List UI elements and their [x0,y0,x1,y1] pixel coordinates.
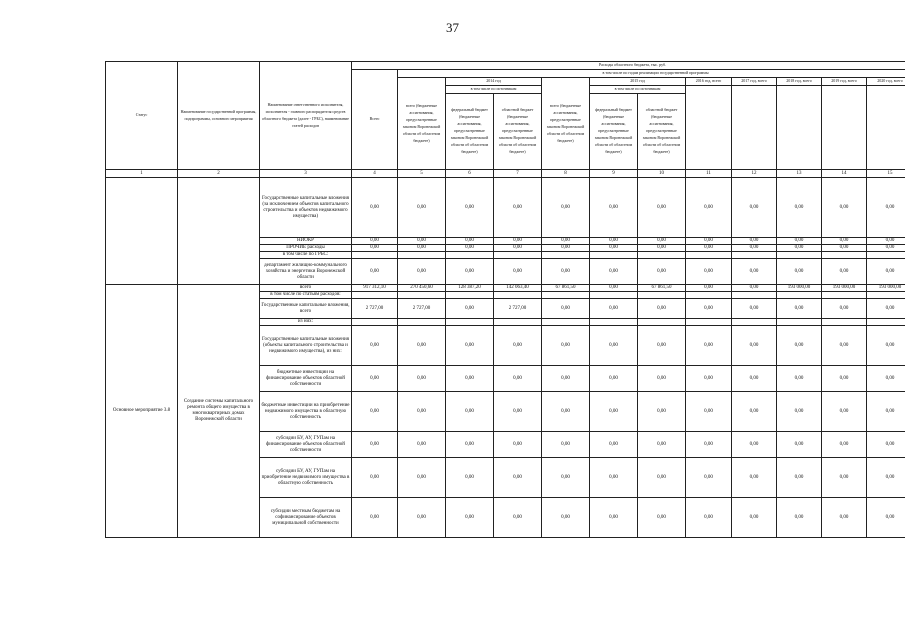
amount-cell: 0,00 [446,326,494,366]
amount-cell: 0,00 [777,245,822,252]
amount-cell: 0,00 [638,392,686,432]
amount-cell: 0,00 [686,366,732,392]
status-cell [106,245,178,252]
amount-cell [446,292,494,299]
amount-cell: 0,00 [686,238,732,245]
amount-cell: 0,00 [638,238,686,245]
amount-cell: 193 000,00 [867,285,905,292]
amount-cell: 0,00 [777,299,822,319]
amount-cell: 0,00 [732,326,777,366]
amount-cell: 0,00 [638,259,686,285]
amount-cell [732,292,777,299]
amount-cell [822,292,867,299]
amount-cell: 0,00 [590,285,638,292]
column-number: 1 [106,170,178,178]
amount-cell: 0,00 [446,259,494,285]
column-number: 8 [542,170,590,178]
expense-label: субсидии местным бюджетам на софинансирование объектов муниципальной собственности [260,498,352,538]
header-executor: Наименование ответственного исполнителя, исполнителя - главного распорядителя средств областного бюджета (далее - ГРБС), наименование статей расходов [260,62,352,170]
amount-cell: 2 727,00 [352,299,398,319]
amount-cell: 0,00 [590,498,638,538]
amount-cell: 0,00 [867,432,905,458]
amount-cell [638,252,686,259]
amount-cell [494,252,542,259]
expense-label: в том числе по ГРБС: [260,252,352,259]
amount-cell: 0,00 [352,392,398,432]
amount-cell [352,319,398,326]
amount-cell: 0,00 [446,458,494,498]
header-regional-2014: областной бюджет (бюджетные ассигнования, предусмотренные законом Воронежской области об областном бюджете) [494,94,542,170]
amount-cell: 0,00 [590,432,638,458]
amount-cell [398,292,446,299]
amount-cell: 0,00 [398,326,446,366]
amount-cell [867,319,905,326]
column-number: 14 [822,170,867,178]
amount-cell [822,252,867,259]
amount-cell: 0,00 [446,299,494,319]
amount-cell: 0,00 [494,178,542,238]
table-row [106,178,905,238]
column-number: 11 [686,170,732,178]
amount-cell: 0,00 [542,366,590,392]
amount-cell [590,319,638,326]
amount-cell: 0,00 [398,366,446,392]
amount-cell [352,252,398,259]
program-name-cell [178,238,260,245]
amount-cell: 67 861,50 [542,285,590,292]
amount-cell: 0,00 [732,432,777,458]
column-number: 5 [398,170,446,178]
amount-cell: 0,00 [542,299,590,319]
amount-cell: 0,00 [542,432,590,458]
amount-cell: 0,00 [494,498,542,538]
amount-cell: 0,00 [398,458,446,498]
amount-cell: 0,00 [494,458,542,498]
amount-cell: 0,00 [542,178,590,238]
program-name-cell [178,252,260,259]
status-cell [106,259,178,285]
amount-cell: 0,00 [867,366,905,392]
amount-cell: 0,00 [732,285,777,292]
amount-cell [777,252,822,259]
header-program-name: Наименование государственной программы, подпрограммы, основного мероприятия [178,62,260,170]
expense-label: Государственные капитальные вложения, всего [260,299,352,319]
amount-cell: 0,00 [352,326,398,366]
column-number: 3 [260,170,352,178]
amount-cell [494,319,542,326]
expense-label: Государственные капитальные вложения (за исключением объектов капитального строительства и объектов недвижимого имущества) [260,178,352,238]
expense-label: бюджетные инвестиции на приобретение недвижимого имущества в областную собственность [260,392,352,432]
amount-cell [542,319,590,326]
amount-cell: 0,00 [590,259,638,285]
amount-cell [590,292,638,299]
amount-cell: 0,00 [398,259,446,285]
amount-cell: 0,00 [542,498,590,538]
budget-table [105,61,905,538]
column-number: 13 [777,170,822,178]
amount-cell: 0,00 [638,432,686,458]
amount-cell: 917 312,10 [352,285,398,292]
amount-cell [777,319,822,326]
amount-cell: 0,00 [867,245,905,252]
amount-cell: 0,00 [590,245,638,252]
amount-cell [867,292,905,299]
expense-label: НИОКР [260,238,352,245]
amount-cell: 0,00 [398,392,446,432]
amount-cell: 0,00 [777,326,822,366]
expense-label: ПРОЧИЕ расходы [260,245,352,252]
amount-cell: 0,00 [822,366,867,392]
expense-label: бюджетные инвестиции на финансирование объектов областной собственности [260,366,352,392]
amount-cell [777,292,822,299]
amount-cell: 0,00 [638,498,686,538]
page-number: 37 [446,20,459,35]
amount-cell: 142 063,40 [494,285,542,292]
amount-cell: 2 727,00 [494,299,542,319]
amount-cell: 2 727,00 [398,299,446,319]
table-row [106,259,905,285]
amount-cell: 0,00 [732,178,777,238]
amount-cell [590,252,638,259]
amount-cell [732,319,777,326]
amount-cell: 0,00 [686,326,732,366]
amount-cell [542,252,590,259]
amount-cell: 0,00 [590,458,638,498]
amount-cell [542,292,590,299]
amount-cell: 0,00 [686,299,732,319]
amount-cell: 0,00 [822,498,867,538]
header-regional-2015: областной бюджет (бюджетные ассигнования, предусмотренные законом Воронежской области об областном бюджете) [638,94,686,170]
amount-cell [352,292,398,299]
amount-cell: 0,00 [686,259,732,285]
amount-cell: 0,00 [777,178,822,238]
amount-cell [732,252,777,259]
amount-cell: 0,00 [732,392,777,432]
expense-label: субсидии БУ, АУ, ГУПам на финансирование объектов областной собственности [260,432,352,458]
header-year-2016: 2016 год, всего [686,78,732,86]
column-number: 9 [590,170,638,178]
header-incl-sources-2014: в том числе по источникам [446,86,542,94]
amount-cell: 0,00 [686,392,732,432]
amount-cell: 0,00 [732,299,777,319]
amount-cell: 67 861,50 [638,285,686,292]
table-row [106,285,905,292]
column-number-row [106,170,905,178]
amount-cell: 0,00 [446,432,494,458]
amount-cell: 0,00 [446,366,494,392]
amount-cell: 0,00 [352,366,398,392]
expense-label: всего [260,285,352,292]
amount-cell: 128 387,20 [446,285,494,292]
amount-cell: 0,00 [590,238,638,245]
amount-cell: 0,00 [867,326,905,366]
header-total-2015: всего (бюджетные ассигнования, предусмотренные законом Воронежской области об областном бюджете) [542,78,590,170]
amount-cell: 0,00 [686,245,732,252]
amount-cell: 0,00 [867,458,905,498]
amount-cell: 0,00 [638,245,686,252]
expense-label: департамент жилищно-коммунального хозяйства и энергетики Воронежской области [260,259,352,285]
amount-cell: 0,00 [542,326,590,366]
amount-cell: 0,00 [732,366,777,392]
amount-cell: 0,00 [446,238,494,245]
amount-cell: 0,00 [494,238,542,245]
amount-cell: 0,00 [822,238,867,245]
amount-cell: 0,00 [822,326,867,366]
amount-cell [638,319,686,326]
column-number: 4 [352,170,398,178]
amount-cell: 0,00 [398,178,446,238]
amount-cell: 193 000,00 [822,285,867,292]
header-federal-2014: федеральный бюджет (бюджетные ассигнования, предусмотренные законом Воронежской области об областном бюджете) [446,94,494,170]
amount-cell: 0,00 [686,458,732,498]
status-cell: Основное мероприятие 3.8 [106,285,178,538]
amount-cell: 0,00 [398,238,446,245]
expense-label: в том числе по статьям расходов: [260,292,352,299]
amount-cell: 0,00 [352,498,398,538]
table-row [106,238,905,245]
column-number: 15 [867,170,905,178]
program-name-cell [178,178,260,238]
amount-cell: 0,00 [686,285,732,292]
amount-cell: 0,00 [732,458,777,498]
amount-cell: 0,00 [732,259,777,285]
amount-cell: 0,00 [542,458,590,498]
amount-cell [686,319,732,326]
status-cell [106,178,178,238]
amount-cell: 0,00 [398,432,446,458]
table-row [106,245,905,252]
amount-cell: 0,00 [867,299,905,319]
amount-cell: 0,00 [686,498,732,538]
amount-cell: 0,00 [732,238,777,245]
column-number: 2 [178,170,260,178]
amount-cell: 0,00 [590,392,638,432]
amount-cell: 0,00 [777,458,822,498]
amount-cell: 0,00 [822,392,867,432]
amount-cell: 0,00 [590,326,638,366]
amount-cell: 0,00 [352,178,398,238]
header-year-2015: 2015 год [590,78,686,86]
amount-cell: 0,00 [822,299,867,319]
amount-cell [494,292,542,299]
amount-cell: 0,00 [777,366,822,392]
column-number: 6 [446,170,494,178]
header-status: Статус [106,62,178,170]
program-name-cell [178,245,260,252]
amount-cell: 0,00 [446,245,494,252]
amount-cell: 0,00 [446,392,494,432]
expense-label: Государственные капитальные вложения (объекты капитального строительства и недвижимого имущества), из них: [260,326,352,366]
column-number: 10 [638,170,686,178]
amount-cell: 0,00 [822,245,867,252]
amount-cell: 0,00 [867,392,905,432]
amount-cell: 0,00 [542,392,590,432]
amount-cell: 0,00 [822,458,867,498]
amount-cell: 0,00 [590,299,638,319]
expense-label: из них: [260,319,352,326]
amount-cell: 0,00 [542,238,590,245]
header-total: Всего [352,70,398,170]
amount-cell: 0,00 [686,432,732,458]
amount-cell: 0,00 [777,432,822,458]
amount-cell: 0,00 [867,178,905,238]
amount-cell: 0,00 [446,498,494,538]
amount-cell: 193 000,00 [777,285,822,292]
amount-cell: 0,00 [352,238,398,245]
amount-cell: 0,00 [867,259,905,285]
amount-cell [686,292,732,299]
column-number: 12 [732,170,777,178]
amount-cell [446,252,494,259]
amount-cell: 0,00 [867,238,905,245]
amount-cell: 0,00 [732,245,777,252]
column-number: 7 [494,170,542,178]
header-total-2014: всего (бюджетные ассигнования, предусмотренные законом Воронежской области об областном бюджете) [398,78,446,170]
amount-cell [638,292,686,299]
amount-cell: 0,00 [686,178,732,238]
amount-cell [867,252,905,259]
amount-cell: 0,00 [638,458,686,498]
amount-cell: 0,00 [398,498,446,538]
amount-cell: 0,00 [590,366,638,392]
table-row [106,252,905,259]
amount-cell: 0,00 [777,392,822,432]
header-year-2017: 2017 год, всего [732,78,777,86]
header-year-2018: 2018 год, всего [777,78,822,86]
amount-cell: 0,00 [494,259,542,285]
amount-cell: 0,00 [822,178,867,238]
header-expenses-title: Расходы областного бюджета, тыс. руб. [352,62,905,70]
amount-cell: 0,00 [822,259,867,285]
header-year-2019: 2019 год, всего [822,78,867,86]
status-cell [106,238,178,245]
amount-cell: 0,00 [822,432,867,458]
amount-cell: 0,00 [352,458,398,498]
amount-cell: 0,00 [494,245,542,252]
amount-cell: 0,00 [542,245,590,252]
program-name-cell: Создание системы капитального ремонта общего имущества в многоквартирных домах Воронежской области [178,285,260,538]
amount-cell: 0,00 [352,245,398,252]
header-year-2020: 2020 год, всего [867,78,905,86]
amount-cell: 0,00 [494,432,542,458]
amount-cell [398,319,446,326]
amount-cell: 0,00 [732,498,777,538]
amount-cell: 0,00 [494,392,542,432]
amount-cell: 0,00 [638,299,686,319]
header-incl-sources-2015: в том числе по источникам [590,86,686,94]
expense-label: субсидии БУ, АУ, ГУПам на приобретение недвижимого имущества в областную собственность [260,458,352,498]
amount-cell [822,319,867,326]
amount-cell: 0,00 [494,366,542,392]
amount-cell: 0,00 [777,498,822,538]
amount-cell: 0,00 [542,259,590,285]
amount-cell: 0,00 [638,366,686,392]
amount-cell: 0,00 [352,432,398,458]
amount-cell: 0,00 [398,245,446,252]
header-year-2014: 2014 год [446,78,542,86]
amount-cell: 0,00 [446,178,494,238]
amount-cell: 0,00 [638,178,686,238]
amount-cell: 0,00 [590,178,638,238]
program-name-cell [178,259,260,285]
amount-cell [398,252,446,259]
header-incl-realization: в том числе по годам реализации государственной программы [398,70,905,78]
amount-cell: 0,00 [494,326,542,366]
header-federal-2015: федеральный бюджет (бюджетные ассигнования, предусмотренные законом Воронежской области об областном бюджете) [590,94,638,170]
amount-cell: 0,00 [638,326,686,366]
amount-cell: 0,00 [867,498,905,538]
status-cell [106,252,178,259]
amount-cell: 270 450,60 [398,285,446,292]
amount-cell: 0,00 [777,259,822,285]
amount-cell [686,252,732,259]
amount-cell: 0,00 [352,259,398,285]
amount-cell: 0,00 [777,238,822,245]
amount-cell [446,319,494,326]
